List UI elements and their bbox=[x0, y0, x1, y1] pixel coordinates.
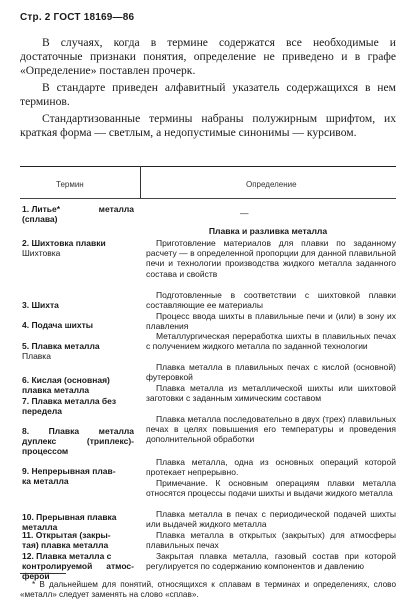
definition-10: Плавка металла в печах с периодической подачей шихты или выдачей жидкого металла bbox=[146, 509, 396, 530]
intro-paragraph: В случаях, когда в термине содержатся все необходимые и достаточные признаки понятия, определение не приведено и в графе «Определение» поставлен прочерк. bbox=[20, 36, 396, 77]
section-title: Плавка и разливка металла bbox=[208, 226, 328, 236]
term-9: 9. Непрерывная плав- ка металла bbox=[22, 466, 116, 487]
definition-3: Подготовленные в соответствии с шихтовкой плавки составляющие ее материалы bbox=[146, 290, 396, 311]
term-5: 5. Плавка металла Плавка bbox=[22, 341, 100, 362]
intro-paragraph: В стандарте приведен алфавитный указатель содержащихся в нем терминов. bbox=[20, 81, 396, 108]
definition-6: Плавка металла в плавильных печах с кислой (основной) футеровкой bbox=[146, 362, 396, 383]
term-8: 8. Плавка металла дуплекс (триплекс)- процессом bbox=[22, 426, 134, 457]
column-header-definition: Определение bbox=[246, 180, 297, 189]
term-1: 1. Литье* металла (сплава) bbox=[22, 204, 134, 225]
definition-1: — bbox=[240, 208, 249, 218]
term-6: 6. Кислая (основная) плавка металла bbox=[22, 375, 110, 396]
term-4: 4. Подача шихты bbox=[22, 320, 94, 330]
definition-2: Приготовление материалов для плавки по заданному расчету — в определенной пропорции для данной плавильной печи и технологии производства жидкого металла заданного состава и свойств bbox=[146, 238, 396, 279]
page-header: Стр. 2 ГОСТ 18169—86 bbox=[20, 12, 135, 23]
definition-4: Процесс ввода шихты в плавильные печи и (или) в зону их плавления bbox=[146, 311, 396, 332]
definition-12: Закрытая плавка металла, газовый состав при которой регулируется по содержанию компонентов и давлению bbox=[146, 551, 396, 572]
term-12: 12. Плавка металла с контролируемой атмос- ферой bbox=[22, 551, 134, 582]
definition-8: Плавка металла последовательно в двух (трех) плавильных печах в целях повышения его температуры и проведения дополнительной обработки bbox=[146, 414, 396, 445]
definition-7: Плавка металла из металлической шихты или шихтовой заготовки с заданным химическим составом bbox=[146, 383, 396, 404]
term-3: 3. Шихта bbox=[22, 300, 59, 310]
table-header-rule bbox=[20, 198, 396, 199]
term-11: 11. Открытая (закры- тая) плавка металла bbox=[22, 530, 111, 551]
intro-text bbox=[20, 36, 396, 143]
term-10: 10. Прерывная плавка металла bbox=[22, 512, 117, 533]
table-top-rule bbox=[20, 166, 396, 167]
definition-5: Металлургическая переработка шихты в плавильных печах с получением жидкого металла по заданной технологии bbox=[146, 331, 396, 352]
term-2: 2. Шихтовка плавки Шихтовка bbox=[22, 238, 106, 259]
term-7: 7. Плавка металла без передела bbox=[22, 396, 117, 417]
definition-11: Плавка металла в открытых (закрытых) для атмосферы плавильных печах bbox=[146, 530, 396, 551]
table-column-divider bbox=[140, 166, 141, 198]
footnote bbox=[20, 580, 396, 600]
intro-paragraph: Стандартизованные термины набраны полужирным шрифтом, их краткая форма — светлым, а недопустимые синонимы — курсивом. bbox=[20, 112, 396, 139]
footnote-separator bbox=[20, 573, 66, 574]
column-header-term: Термин bbox=[56, 180, 84, 189]
footnote-text: * В дальнейшем для понятий, относящихся к сплавам в терминах и определениях, слово «металл» следует заменять на слово «сплав». bbox=[20, 580, 396, 599]
definition-9: Плавка металла, одна из основных операций которой протекает непрерывно. bbox=[146, 457, 396, 478]
definition-9-note: Примечание. К основным операциям плавки металла относятся процессы подачи шихты и выдачи жидкого металла bbox=[146, 478, 396, 499]
